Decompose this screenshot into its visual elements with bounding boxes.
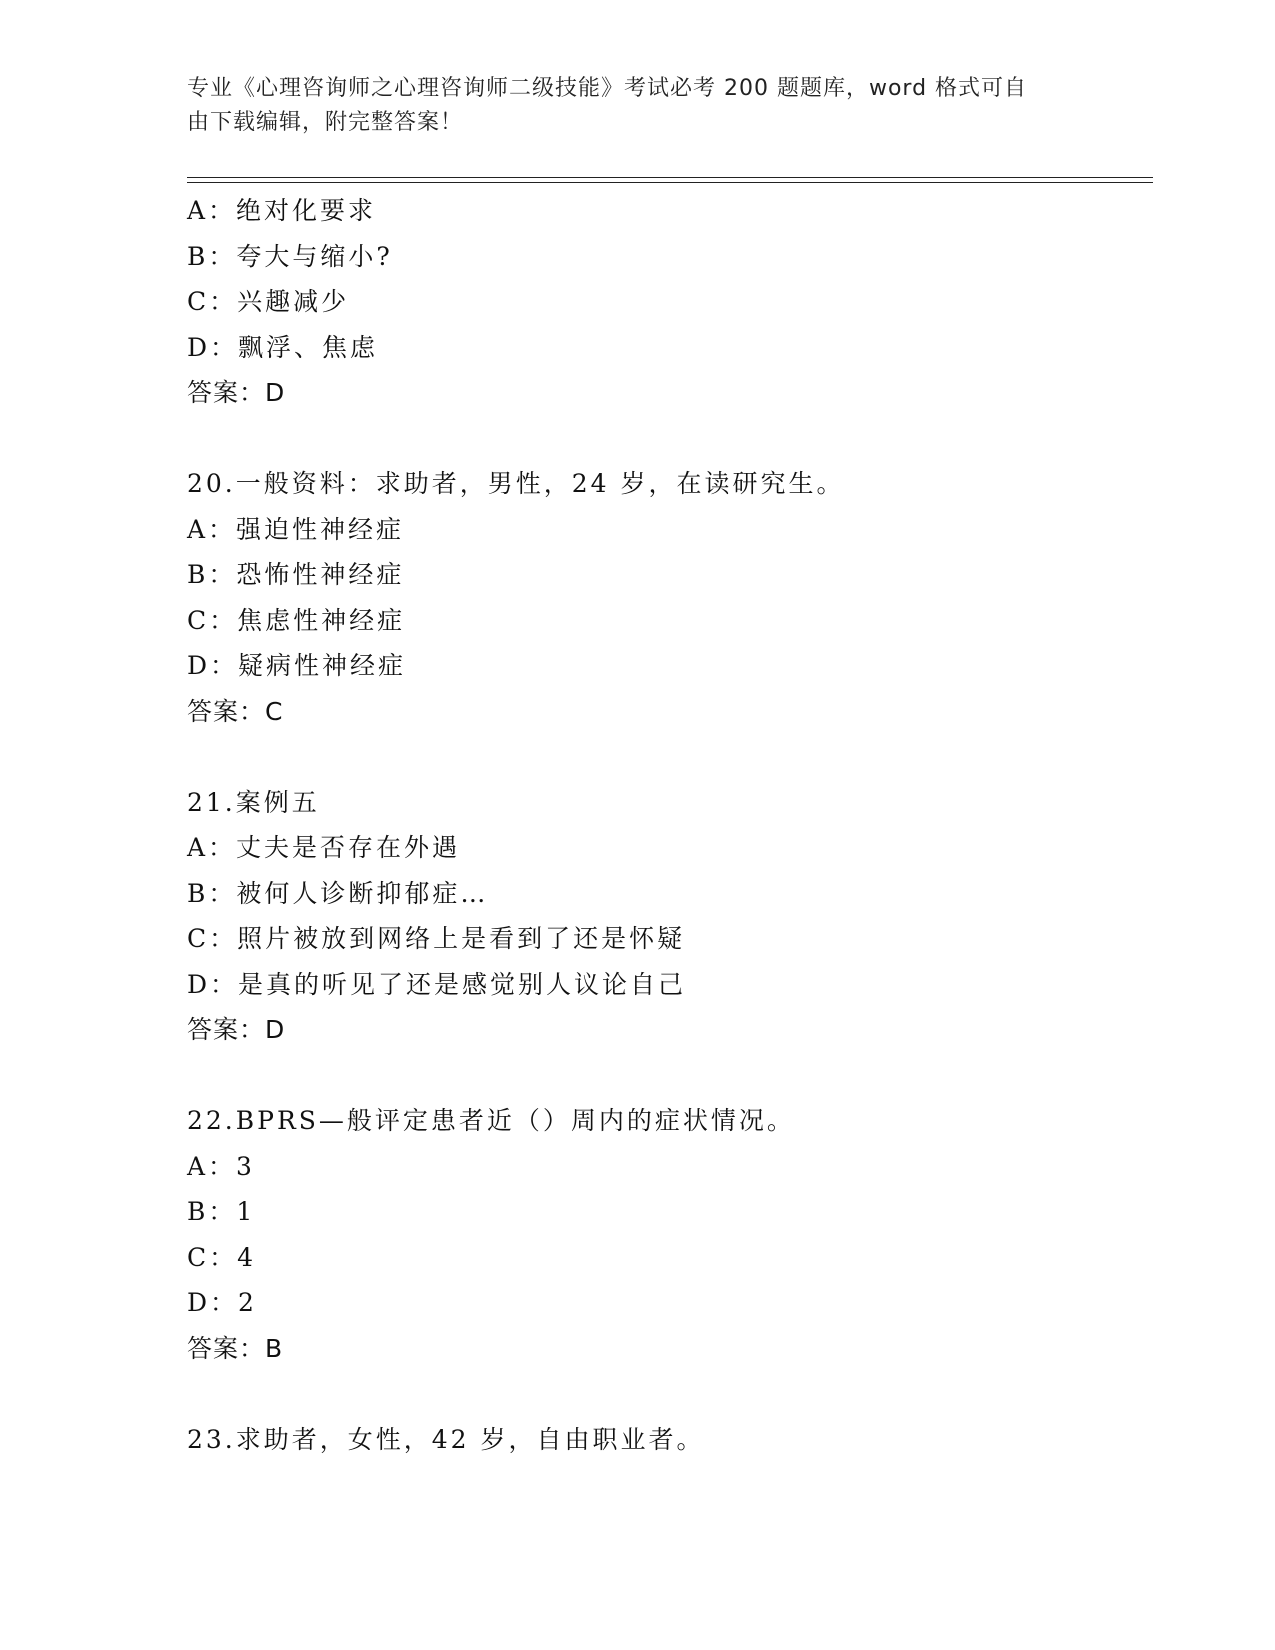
question-list — [187, 188, 1147, 1462]
document-header — [187, 72, 1067, 140]
option-d: D：是真的听见了还是感觉别人议论自己 — [187, 969, 687, 999]
option-b: B：1 — [187, 1197, 256, 1226]
option-a: A：3 — [187, 1151, 255, 1181]
option-c: C：4 — [187, 1242, 257, 1272]
header-divider-bottom — [187, 182, 1153, 183]
option-b: B：被何人诊断抑郁症… — [187, 878, 489, 908]
answer-line: 答案：D — [187, 1015, 286, 1044]
option-d: D：疑病性神经症 — [187, 651, 407, 680]
question-text: 20.一般资料：求助者，男性，24 岁，在读研究生。 — [187, 469, 845, 498]
header-divider-top — [187, 177, 1153, 178]
option-c: C：兴趣减少 — [187, 287, 350, 316]
question-text: 22.BPRS—般评定患者近（）周内的症状情况。 — [187, 1106, 795, 1135]
question-block — [187, 1417, 1147, 1463]
question-text: 21.案例五 — [187, 787, 320, 817]
question-block — [187, 461, 1147, 734]
header-line-1: 专业《心理咨询师之心理咨询师二级技能》考试必考 200 题题库，word 格式可自 — [187, 76, 1028, 101]
question-block — [187, 188, 1147, 416]
option-a: A：丈夫是否存在外遇 — [187, 833, 461, 862]
option-b: B：恐怖性神经症 — [187, 560, 405, 589]
option-a: A：绝对化要求 — [187, 196, 377, 225]
option-c: C：焦虑性神经症 — [187, 605, 406, 635]
question-text: 23.求助者，女性，42 岁，自由职业者。 — [187, 1424, 705, 1454]
option-b: B：夸大与缩小? — [187, 241, 393, 271]
option-d: D：飘浮、焦虑 — [187, 332, 379, 362]
answer-line: 答案：C — [187, 696, 284, 726]
option-a: A：强迫性神经症 — [187, 514, 405, 544]
header-line-2: 由下载编辑，附完整答案！ — [187, 110, 464, 135]
question-block — [187, 1098, 1147, 1371]
answer-line: 答案：B — [187, 1333, 284, 1363]
option-c: C：照片被放到网络上是看到了还是怀疑 — [187, 924, 686, 953]
option-d: D：2 — [187, 1288, 257, 1317]
question-block — [187, 780, 1147, 1053]
answer-line: 答案：D — [187, 378, 286, 407]
